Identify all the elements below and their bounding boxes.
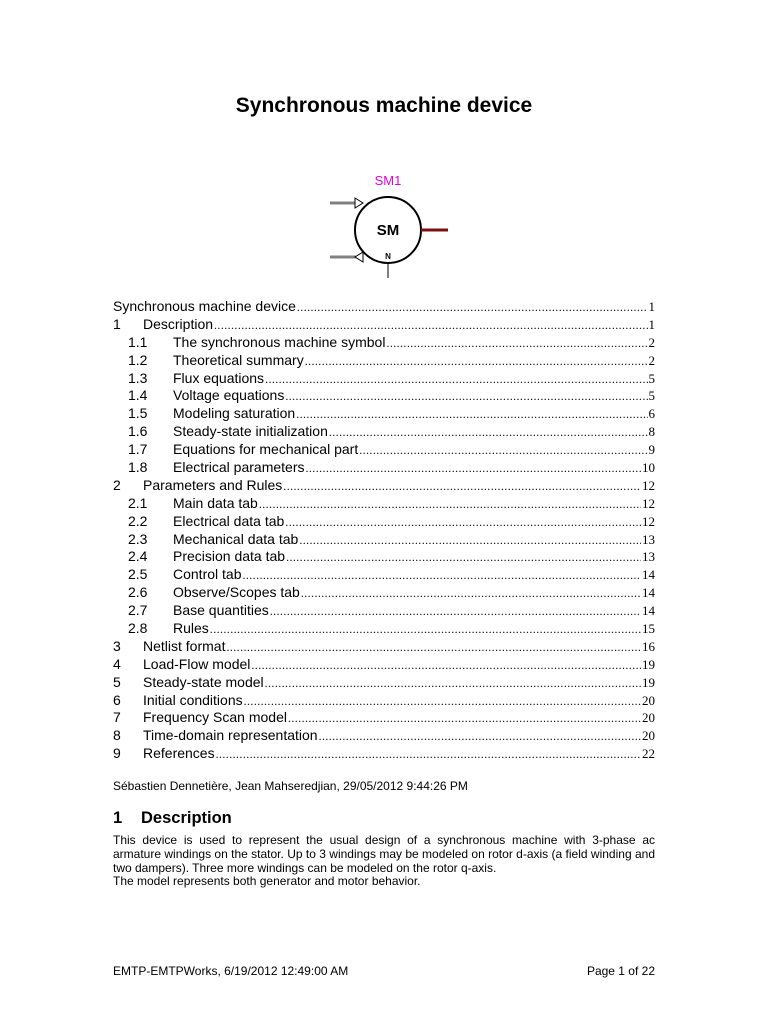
toc-entry-title[interactable]: Precision data tab bbox=[173, 548, 286, 565]
toc-entry-number: 2.7 bbox=[128, 602, 148, 619]
toc-dot-leader bbox=[265, 371, 647, 389]
toc-entry-page: 1 bbox=[648, 299, 655, 314]
toc-entry[interactable] bbox=[113, 405, 655, 423]
toc-entry-title[interactable]: Main data tab bbox=[173, 494, 258, 511]
toc-entry-number: 1.5 bbox=[128, 405, 148, 422]
toc-entry[interactable] bbox=[113, 602, 655, 620]
sm-port-top-arrow-icon bbox=[355, 198, 363, 208]
document-title: Synchronous machine device bbox=[235, 94, 533, 117]
toc-entry[interactable] bbox=[113, 620, 655, 638]
body-paragraph: This device is used to represent the usual design of a synchronous machine with 3-phase ac armature windings on the stator. Up to 3 windings may be modeled on rotor d-axis (a field winding and two dampers). Three more windings can be modeled on the rotor q-axis. bbox=[113, 833, 655, 875]
section-title: Description bbox=[141, 809, 232, 827]
toc-entry-page: 1 bbox=[648, 316, 655, 332]
toc-dot-leader bbox=[283, 478, 641, 496]
toc-dot-leader bbox=[285, 388, 647, 406]
toc-entry-title[interactable]: Control tab bbox=[173, 566, 242, 583]
toc-dot-leader bbox=[296, 406, 647, 424]
toc-dot-leader bbox=[214, 317, 647, 335]
toc-entry-page: 19 bbox=[642, 656, 655, 672]
toc-dot-leader bbox=[305, 353, 648, 371]
toc-entry[interactable] bbox=[113, 387, 655, 405]
toc-entry-number: 1.1 bbox=[128, 333, 148, 350]
toc-entry[interactable] bbox=[113, 316, 655, 334]
toc-dot-leader bbox=[285, 514, 641, 532]
toc-entry-title[interactable]: Theoretical summary bbox=[173, 351, 304, 368]
sm-port-bottom-arrow-icon bbox=[355, 252, 363, 262]
toc-entry-title[interactable]: Voltage equations bbox=[173, 387, 285, 404]
toc-entry-title[interactable]: References bbox=[143, 745, 215, 762]
toc-dot-leader bbox=[301, 585, 641, 603]
toc-entry[interactable] bbox=[113, 441, 655, 459]
toc-entry-page: 8 bbox=[648, 424, 655, 440]
toc-dot-leader bbox=[270, 603, 641, 621]
toc-entry-page: 2 bbox=[648, 352, 655, 368]
toc-dot-leader bbox=[386, 335, 647, 353]
toc-entry-title[interactable]: Description bbox=[143, 315, 214, 332]
toc-entry[interactable] bbox=[113, 423, 655, 441]
toc-entry[interactable] bbox=[113, 638, 655, 656]
footer-document-info: EMTP-EMTPWorks, 6/19/2012 12:49:00 AM bbox=[113, 964, 349, 978]
toc-entry[interactable] bbox=[113, 531, 655, 549]
toc-entry-number: 2.5 bbox=[128, 566, 148, 583]
toc-dot-leader bbox=[359, 442, 647, 460]
toc-entry[interactable] bbox=[113, 477, 655, 495]
toc-entry[interactable] bbox=[113, 692, 655, 710]
toc-entry-title[interactable]: Observe/Scopes tab bbox=[173, 584, 300, 601]
toc-entry-page: 12 bbox=[642, 513, 655, 529]
toc-entry-page: 20 bbox=[642, 710, 655, 726]
toc-dot-leader bbox=[216, 746, 641, 764]
toc-entry-number: 2.1 bbox=[128, 494, 148, 511]
toc-entry-number: 1.7 bbox=[128, 441, 148, 458]
sm-name-label: SM1 bbox=[374, 173, 402, 188]
toc-entry-title[interactable]: Initial conditions bbox=[143, 691, 243, 708]
toc-dot-leader bbox=[265, 675, 641, 693]
toc-entry-title[interactable]: Electrical data tab bbox=[173, 512, 285, 529]
toc-entry-page: 10 bbox=[642, 460, 655, 476]
toc-entry-page: 14 bbox=[642, 585, 655, 601]
toc-entry-title[interactable]: Parameters and Rules bbox=[143, 476, 283, 493]
toc-entry-number: 2.6 bbox=[128, 584, 148, 601]
toc-entry-page: 9 bbox=[648, 442, 655, 458]
sm-symbol-svg bbox=[320, 168, 460, 278]
toc-entry-title[interactable]: Flux equations bbox=[173, 369, 265, 386]
toc-entry-page: 5 bbox=[648, 388, 655, 404]
toc-dot-leader bbox=[259, 496, 641, 514]
toc-entry-number: 1.2 bbox=[128, 351, 148, 368]
toc-entry-page: 12 bbox=[642, 477, 655, 493]
toc-entry-page: 20 bbox=[642, 728, 655, 744]
toc-entry[interactable] bbox=[113, 459, 655, 477]
toc-entry-number: 1.3 bbox=[128, 369, 148, 386]
toc-entry-page: 22 bbox=[642, 746, 655, 762]
toc-entry-title[interactable]: Mechanical data tab bbox=[173, 530, 299, 547]
toc-dot-leader bbox=[288, 710, 641, 728]
toc-entry-title[interactable]: Synchronous machine device bbox=[113, 298, 296, 314]
toc-dot-leader bbox=[319, 728, 641, 746]
toc-entry[interactable] bbox=[113, 298, 655, 316]
toc-entry-page: 14 bbox=[642, 603, 655, 619]
section-heading bbox=[113, 809, 232, 828]
toc-entry-page: 6 bbox=[648, 406, 655, 422]
toc-entry-title[interactable]: Frequency Scan model bbox=[143, 709, 287, 726]
toc-entry-page: 14 bbox=[642, 567, 655, 583]
toc-entry-title[interactable]: Steady-state initialization bbox=[173, 423, 328, 440]
authors-line: Sébastien Dennetière, Jean Mahseredjian, 29/05/2012 9:44:26 PM bbox=[113, 779, 468, 793]
toc-entry[interactable] bbox=[113, 584, 655, 602]
toc-entry-page: 2 bbox=[648, 334, 655, 350]
toc-entry-number: 7 bbox=[113, 709, 121, 726]
toc-entry-page: 12 bbox=[642, 495, 655, 511]
toc-entry-number: 8 bbox=[113, 727, 121, 744]
toc-entry[interactable] bbox=[113, 566, 655, 584]
toc-dot-leader bbox=[242, 567, 641, 585]
toc-entry-number: 2 bbox=[113, 476, 121, 493]
toc-dot-leader bbox=[251, 657, 641, 675]
table-of-contents bbox=[113, 298, 655, 763]
toc-dot-leader bbox=[329, 424, 648, 442]
toc-dot-leader bbox=[286, 549, 641, 567]
toc-dot-leader bbox=[297, 299, 648, 317]
toc-entry-number: 5 bbox=[113, 673, 121, 690]
toc-entry[interactable] bbox=[113, 727, 655, 745]
toc-entry-title[interactable]: Equations for mechanical part bbox=[173, 441, 359, 458]
toc-entry-page: 20 bbox=[642, 692, 655, 708]
sm-body-label: SM bbox=[376, 222, 400, 239]
toc-dot-leader bbox=[210, 621, 641, 639]
toc-entry-number: 3 bbox=[113, 637, 121, 654]
toc-entry-title[interactable]: Time-domain representation bbox=[143, 727, 318, 744]
toc-entry-number: 1 bbox=[113, 315, 121, 332]
toc-dot-leader bbox=[299, 532, 641, 550]
toc-entry-title[interactable]: Load-Flow model bbox=[143, 655, 251, 672]
toc-entry-title[interactable]: Steady-state model bbox=[143, 673, 264, 690]
toc-entry-number: 2.8 bbox=[128, 620, 148, 637]
toc-entry-number: 1.6 bbox=[128, 423, 148, 440]
toc-entry-number: 1.4 bbox=[128, 387, 148, 404]
toc-dot-leader bbox=[226, 639, 641, 657]
toc-entry-page: 16 bbox=[642, 638, 655, 654]
body-paragraph: The model represents both generator and motor behavior. bbox=[113, 874, 421, 889]
section-number: 1 bbox=[113, 809, 123, 827]
sm-neutral-label: N bbox=[385, 252, 391, 261]
toc-entry-title[interactable]: Netlist format bbox=[143, 637, 226, 654]
toc-entry-title[interactable]: Rules bbox=[173, 620, 209, 637]
toc-entry-title[interactable]: The synchronous machine symbol bbox=[173, 333, 386, 350]
toc-entry[interactable] bbox=[113, 513, 655, 531]
toc-entry-page: 5 bbox=[648, 370, 655, 386]
toc-entry-number: 2.4 bbox=[128, 548, 148, 565]
toc-entry-page: 15 bbox=[642, 621, 655, 637]
footer-page-number: Page 1 of 22 bbox=[586, 964, 655, 978]
toc-entry[interactable] bbox=[113, 352, 655, 370]
toc-entry-number: 4 bbox=[113, 655, 121, 672]
toc-entry[interactable] bbox=[113, 709, 655, 727]
synchronous-machine-symbol bbox=[320, 168, 460, 278]
toc-entry[interactable] bbox=[113, 745, 655, 763]
toc-entry-page: 13 bbox=[642, 549, 655, 565]
toc-entry-page: 19 bbox=[642, 674, 655, 690]
toc-entry-number: 9 bbox=[113, 745, 121, 762]
toc-entry-number: 2.2 bbox=[128, 512, 148, 529]
toc-entry-title[interactable]: Base quantities bbox=[173, 602, 269, 619]
toc-dot-leader bbox=[306, 460, 642, 478]
toc-entry-number: 6 bbox=[113, 691, 121, 708]
section-body bbox=[113, 834, 655, 889]
toc-entry[interactable] bbox=[113, 495, 655, 513]
toc-entry[interactable] bbox=[113, 548, 655, 566]
toc-entry-title[interactable]: Electrical parameters bbox=[173, 459, 305, 476]
toc-entry-title[interactable]: Modeling saturation bbox=[173, 405, 296, 422]
toc-entry[interactable] bbox=[113, 370, 655, 388]
toc-entry-number: 2.3 bbox=[128, 530, 148, 547]
toc-entry-number: 1.8 bbox=[128, 459, 148, 476]
toc-entry[interactable] bbox=[113, 656, 655, 674]
toc-entry-page: 13 bbox=[642, 531, 655, 547]
toc-entry[interactable] bbox=[113, 334, 655, 352]
toc-dot-leader bbox=[244, 693, 641, 711]
toc-entry[interactable] bbox=[113, 674, 655, 692]
